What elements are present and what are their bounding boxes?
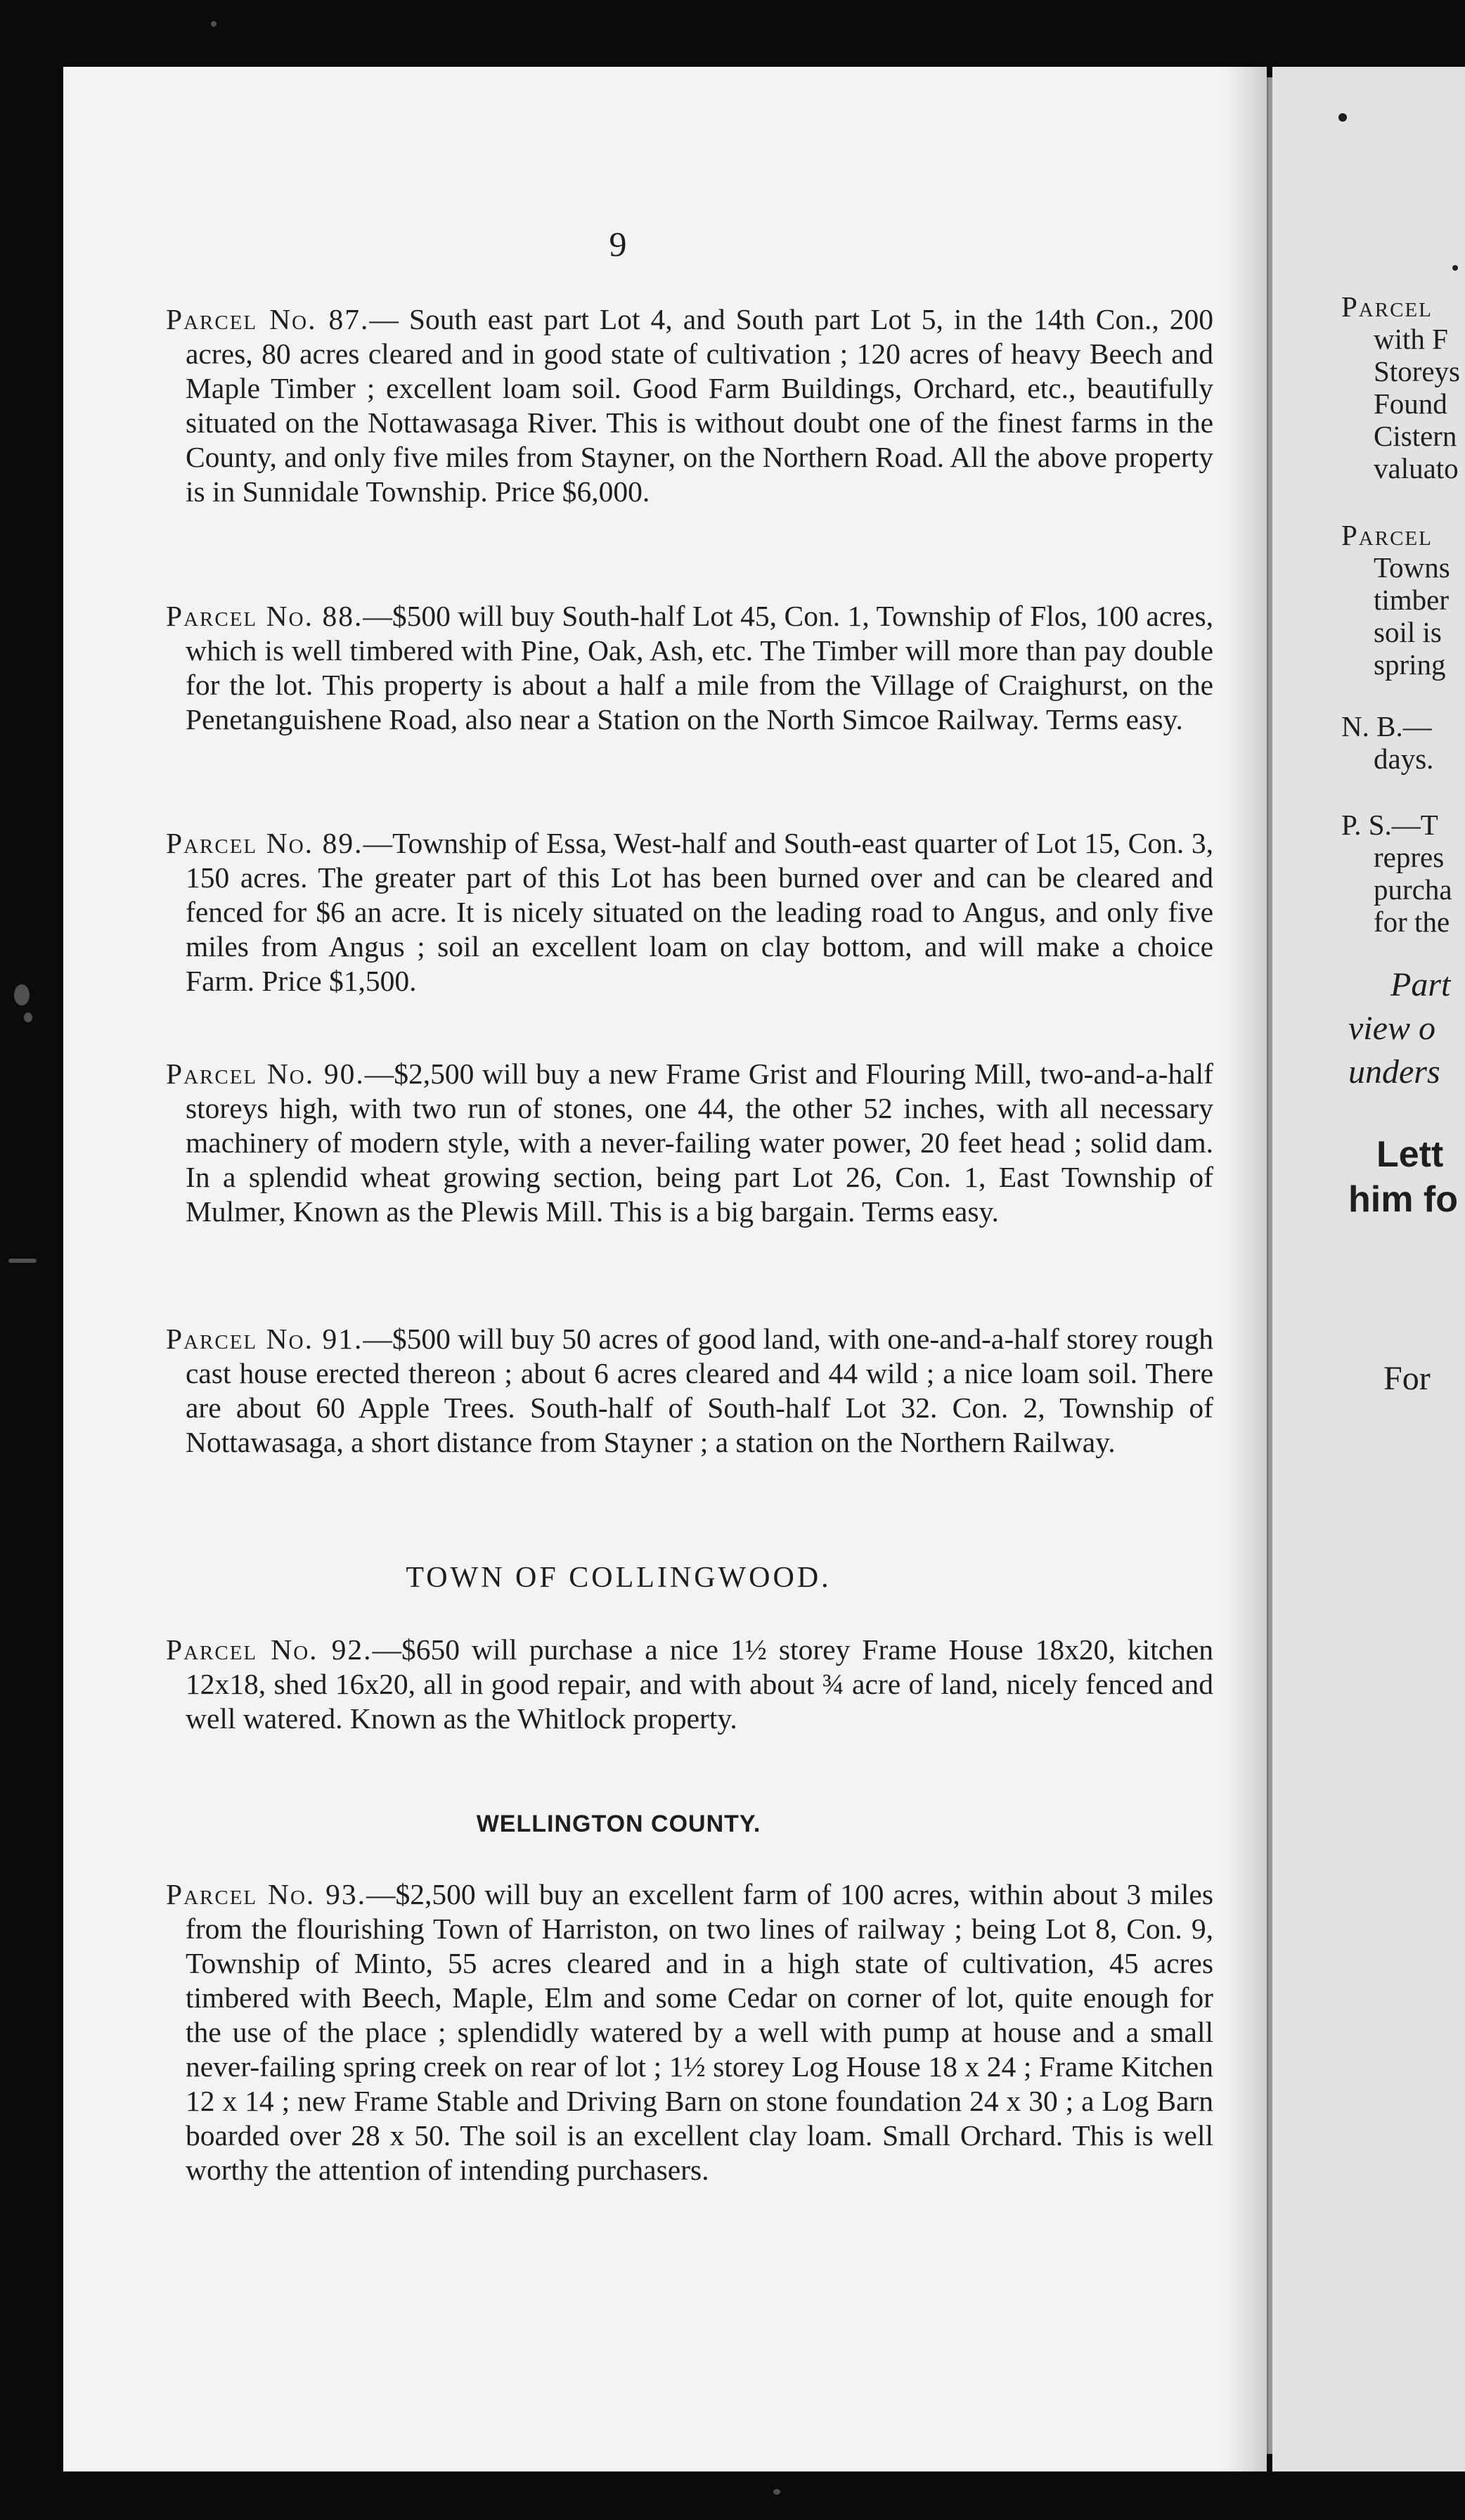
adjacent-line: him fo xyxy=(1348,1179,1458,1220)
scan-speck xyxy=(24,1012,32,1022)
adjacent-line: Lett xyxy=(1376,1134,1444,1175)
adjacent-line: Part xyxy=(1390,966,1451,1003)
parcel-89 xyxy=(166,826,1213,998)
adjacent-line: spring xyxy=(1374,648,1446,681)
heading-wellington-county: WELLINGTON COUNTY. xyxy=(476,1811,761,1837)
adjacent-note-nb xyxy=(1341,710,1433,775)
adjacent-line: valuato xyxy=(1374,452,1459,484)
parcel-92 xyxy=(166,1633,1213,1736)
parcel-label: Parcel No. 90. xyxy=(166,1058,365,1090)
ink-dot xyxy=(1338,113,1347,122)
parcel-90 xyxy=(166,1057,1213,1229)
adjacent-line: for the xyxy=(1374,906,1450,938)
heading-town-of-collingwood: TOWN OF COLLINGWOOD. xyxy=(406,1562,832,1594)
parcel-label: Parcel No. 88. xyxy=(166,600,363,632)
parcel-text: —$500 will buy 50 acres of good land, with one-and-a-half storey rough cast house erected thereon ; about 6 acres cleared and 44 wild ; a nice loam soil. There are about 60 Apple Trees. South-half of South-half Lot 32. Con. 2, Township of Nottawasaga, a short distance from Stayner ; a station on the Northern Railway. xyxy=(186,1323,1213,1458)
scan-speck xyxy=(211,21,217,27)
scan-speck xyxy=(8,1259,37,1263)
adjacent-line: unders xyxy=(1348,1053,1440,1091)
adjacent-bold-text xyxy=(1348,1132,1458,1222)
adjacent-page xyxy=(1272,67,1465,2471)
adjacent-line: days. xyxy=(1374,742,1434,775)
adjacent-line: with F xyxy=(1374,323,1448,355)
adjacent-line: repres xyxy=(1374,841,1445,873)
parcel-label: Parcel No. 89. xyxy=(166,827,363,859)
parcel-text: —Township of Essa, West-half and South-east quarter of Lot 15, Con. 3, 150 acres. The greater part of this Lot has been burned over and can be cleared and fenced for $6 an acre. It is nicely situated on the leading road to Angus, and only five miles from Angus ; soil an excellent loam on clay bottom, and will make a choice Farm. Price $1,500. xyxy=(186,827,1213,997)
parcel-87 xyxy=(166,302,1213,509)
parcel-label: Parcel No. 93. xyxy=(166,1878,366,1910)
adjacent-line: purcha xyxy=(1374,873,1452,906)
parcel-text: —$2,500 will buy an excellent farm of 100 acres, within about 3 miles from the flourishing Town of Harriston, on two lines of railway ; being Lot 8, Con. 9, Township of Minto, 55 acres cleared and in a high state of cultivation, 45 acres timbered with Beech, Maple, Elm and some Cedar on corner of lot, quite enough for the use of the place ; splendidly watered by a well with pump at house and a small never-failing spring creek on rear of lot ; 1½ storey Log House 18 x 24 ; Frame Kitchen 12 x 14 ; new Frame Stable and Driving Barn on stone foundation 24 x 30 ; a Log Barn boarded over 28 x 50. The soil is an excellent clay loam. Small Orchard. This is well worthy the attention of intending purchasers. xyxy=(186,1878,1213,2186)
ink-dot xyxy=(1452,265,1458,271)
adjacent-line: view o xyxy=(1348,1010,1435,1047)
parcel-label: Parcel No. 92. xyxy=(166,1633,373,1666)
adjacent-line: Towns xyxy=(1374,551,1450,584)
adjacent-line: soil is xyxy=(1374,616,1442,648)
adjacent-parcel-block xyxy=(1341,519,1450,681)
parcel-label: Parcel No. 87. xyxy=(166,303,370,335)
adjacent-line: P. S.—T xyxy=(1341,809,1438,841)
adjacent-line: Found xyxy=(1374,387,1447,420)
parcel-text: —$500 will buy South-half Lot 45, Con. 1, Township of Flos, 100 acres, which is well timbered with Pine, Oak, Ash, etc. The Timber will more than pay double for the lot. This property is about a half a mile from the Village of Craighurst, on the Penetanguishene Road, also near a Station on the North Simcoe Railway. Terms easy. xyxy=(186,600,1213,735)
parcel-91 xyxy=(166,1322,1213,1460)
adjacent-line: timber xyxy=(1374,584,1450,616)
parcel-label: Parcel No. 91. xyxy=(166,1323,363,1355)
parcel-88 xyxy=(166,599,1213,737)
adjacent-line: For xyxy=(1383,1360,1431,1397)
adjacent-line: N. B.— xyxy=(1341,710,1432,742)
adjacent-line: Parcel xyxy=(1341,290,1433,323)
adjacent-italic-text xyxy=(1348,963,1450,1094)
parcel-text: —$2,500 will buy a new Frame Grist and Flouring Mill, two-and-a-half storeys high, with two run of stones, one 44, the other 52 inches, with all necessary machinery of modern style, with a never-failing water power, 20 feet head ; solid dam. In a splendid wheat growing section, being part Lot 26, Con. 1, East Township of Mulmer, Known as the Plewis Mill. This is a big bargain. Terms easy. xyxy=(186,1058,1213,1228)
adjacent-parcel-block xyxy=(1341,290,1460,484)
adjacent-line: Storeys xyxy=(1374,355,1460,387)
adjacent-line: Parcel xyxy=(1341,519,1433,551)
parcel-93 xyxy=(166,1877,1213,2187)
page-number: 9 xyxy=(609,224,628,264)
parcel-text: —$650 will purchase a nice 1½ storey Frame House 18x20, kitchen 12x18, shed 16x20, all in good repair, and with about ¾ acre of land, nicely fenced and well watered. Known as the Whitlock property. xyxy=(186,1633,1213,1735)
parcel-text: — South east part Lot 4, and South part Lot 5, in the 14th Con., 200 acres, 80 acres cleared and in good state of cultivation ; 120 acres of heavy Beech and Maple Timber ; excellent loam soil. Good Farm Buildings, Orchard, etc., beautifully situated on the Nottawasaga River. This is without doubt one of the finest farms in the County, and only five miles from Stayner, on the Northern Road. All the above property is in Sunnidale Township. Price $6,000. xyxy=(186,303,1213,508)
scan-speck xyxy=(773,2489,780,2495)
scan-speck xyxy=(14,984,30,1005)
adjacent-line: Cistern xyxy=(1374,420,1457,452)
adjacent-note-ps xyxy=(1341,809,1452,938)
